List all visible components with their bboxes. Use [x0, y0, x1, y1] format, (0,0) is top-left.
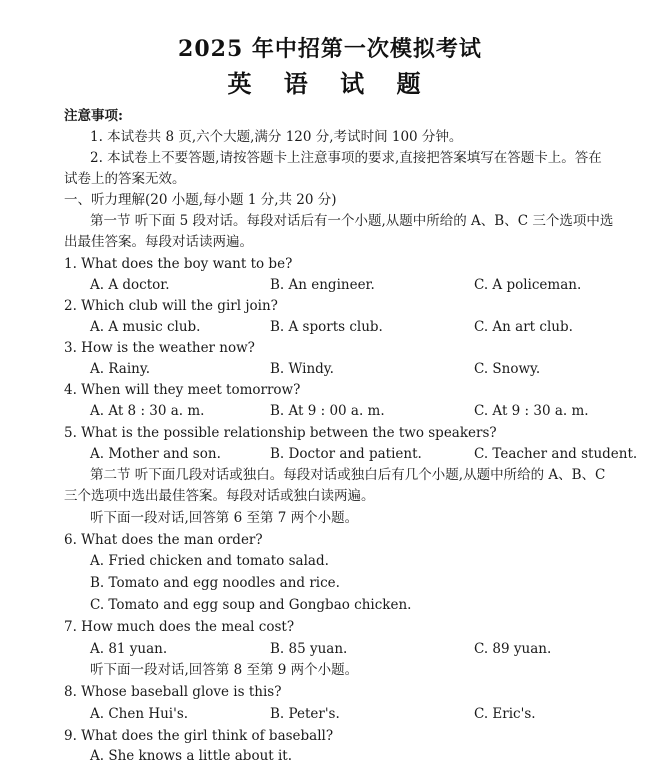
subject-title: 英 语 试 题: [227, 69, 433, 98]
section2-instructions-cont: 三个选项中选出最佳答案。每段对话或独白读两遍。: [64, 488, 375, 504]
q4-option-b: B. At 9 : 00 a. m.: [270, 403, 385, 419]
q9-option-a: A. She knows a little about it.: [90, 748, 293, 764]
q8-option-a: A. Chen Hui's.: [90, 706, 189, 722]
notice-label: 注意事项:: [64, 108, 123, 124]
dialogue-intro-6-7: 听下面一段对话,回答第 6 至第 7 两个小题。: [90, 510, 359, 526]
question-2: 2. Which club will the girl join?: [64, 298, 278, 314]
section1-instructions-cont: 出最佳答案。每段对话读两遍。: [64, 234, 253, 250]
notice-item-2-cont: 试卷上的答案无效。: [64, 171, 186, 187]
q3-option-b: B. Windy.: [270, 361, 334, 377]
q4-option-a: A. At 8 : 30 a. m.: [90, 403, 205, 419]
q1-option-b: B. An engineer.: [270, 277, 375, 293]
q5-option-b: B. Doctor and patient.: [270, 446, 422, 462]
notice-item-2: 2. 本试卷上不要答题,请按答题卡上注意事项的要求,直接把答案填写在答题卡上。答在: [90, 150, 602, 166]
q1-option-a: A. A doctor.: [90, 277, 170, 293]
q6-option-c: C. Tomato and egg soup and Gongbao chicken.: [90, 597, 412, 613]
q8-option-b: B. Peter's.: [270, 706, 340, 722]
q1-option-c: C. A policeman.: [474, 277, 582, 293]
question-8: 8. Whose baseball glove is this?: [64, 684, 282, 700]
notice-item-1: 1. 本试卷共 8 页,六个大题,满分 120 分,考试时间 100 分钟。: [90, 129, 463, 145]
question-1: 1. What does the boy want to be?: [64, 256, 293, 272]
q2-option-c: C. An art club.: [474, 319, 573, 335]
part1-heading: 一、听力理解(20 小题,每小题 1 分,共 20 分): [64, 192, 337, 208]
question-9: 9. What does the girl think of baseball?: [64, 728, 334, 744]
q2-option-b: B. A sports club.: [270, 319, 383, 335]
exam-title: 2025 年中招第一次模拟考试: [178, 36, 482, 62]
q7-option-b: B. 85 yuan.: [270, 641, 348, 657]
question-4: 4. When will they meet tomorrow?: [64, 382, 301, 398]
question-3: 3. How is the weather now?: [64, 340, 255, 356]
q6-option-a: A. Fried chicken and tomato salad.: [90, 553, 329, 569]
question-7: 7. How much does the meal cost?: [64, 619, 295, 635]
q8-option-c: C. Eric's.: [474, 706, 536, 722]
q6-option-b: B. Tomato and egg noodles and rice.: [90, 575, 340, 591]
section1-instructions: 第一节 听下面 5 段对话。每段对话后有一个小题,从题中所给的 A、B、C 三个选项中选: [90, 213, 614, 229]
q3-option-a: A. Rainy.: [90, 361, 150, 377]
q5-option-c: C. Teacher and student.: [474, 446, 638, 462]
q5-option-a: A. Mother and son.: [90, 446, 221, 462]
q7-option-a: A. 81 yuan.: [90, 641, 168, 657]
q7-option-c: C. 89 yuan.: [474, 641, 552, 657]
question-6: 6. What does the man order?: [64, 532, 263, 548]
dialogue-intro-8-9: 听下面一段对话,回答第 8 至第 9 两个小题。: [90, 662, 359, 678]
q4-option-c: C. At 9 : 30 a. m.: [474, 403, 589, 419]
section2-instructions: 第二节 听下面几段对话或独白。每段对话或独白后有几个小题,从题中所给的 A、B、C: [90, 467, 606, 483]
q2-option-a: A. A music club.: [90, 319, 201, 335]
q3-option-c: C. Snowy.: [474, 361, 541, 377]
question-5: 5. What is the possible relationship between the two speakers?: [64, 425, 497, 441]
